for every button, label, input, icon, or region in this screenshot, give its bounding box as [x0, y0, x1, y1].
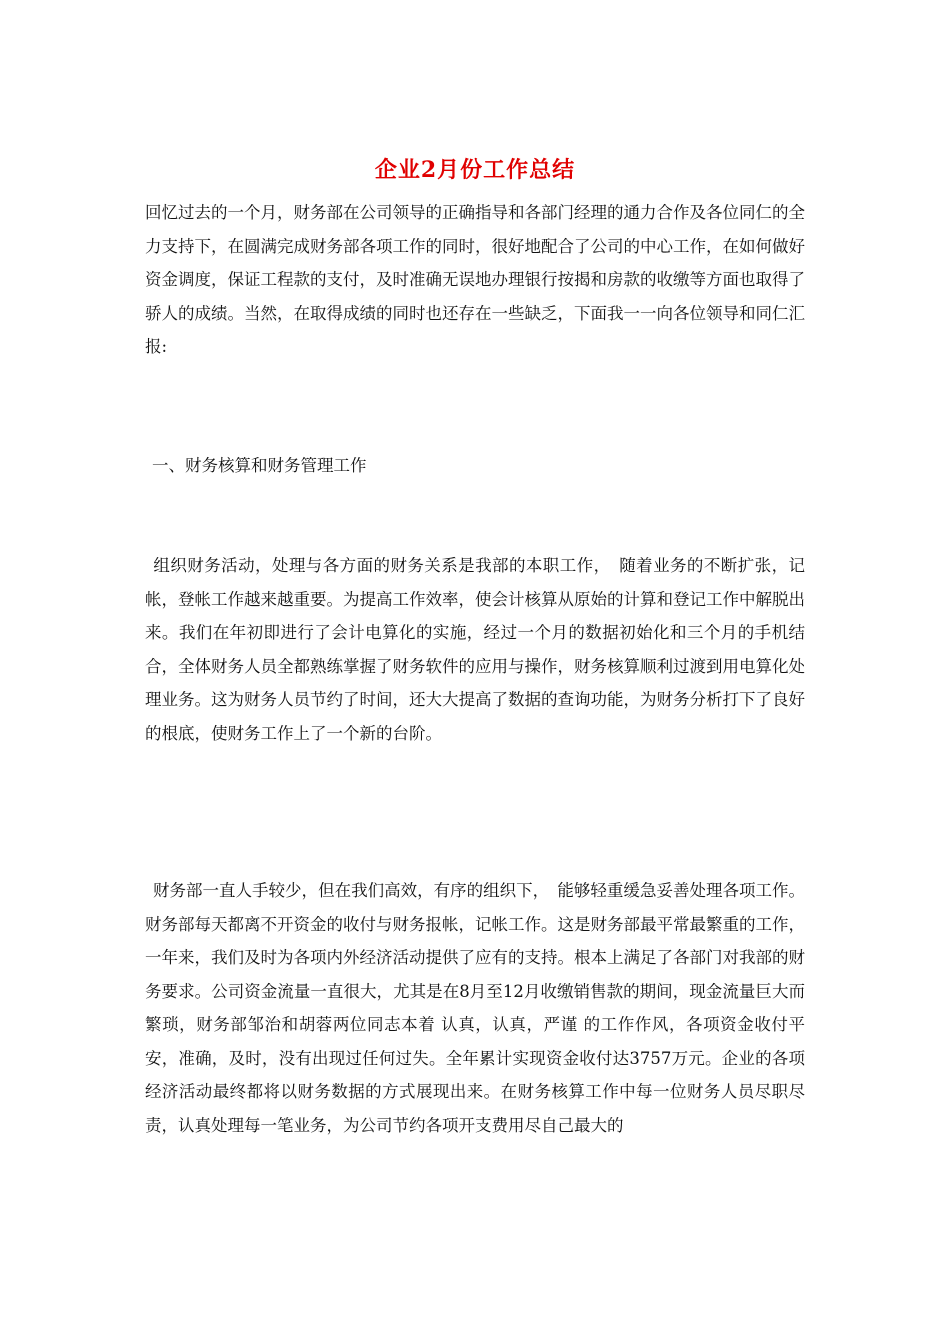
paragraph-intro: 回忆过去的一个月，财务部在公司领导的正确指导和各部门经理的通力合作及各位同仁的全力支持下，在圆满完成财务部各项工作的同时，很好地配合了公司的中心工作，在如何做好资金调度，保证工程款的支付，及时准确无误地办理银行按揭和房款的收缴等方面也取得了骄人的成绩。当然，在取得成绩的同时也还存在一些缺乏，下面我一一向各位领导和同仁汇报: [145, 203, 805, 356]
paragraph-staffing [145, 874, 805, 1142]
section-heading: 一、财务核算和财务管理工作 [152, 456, 367, 475]
paragraph-staffing-text: 财务部一直人手较少，但在我们高效，有序的组织下， 能够轻重缓急妥善处理各项工作。财务部每天都离不开资金的收付与财务报帐，记帐工作。这是财务部最平常最繁重的工作，一年来，我们及时为各项内外经济活动提供了应有的支持。根本上满足了各部门对我部的财务要求。公司资金流量一直很大，尤其是在8月至12月收缴销售款的期间，现金流量巨大而繁琐，财务部邹治和胡蓉两位同志本着 认真，认真，严谨 的工作作风，各项资金收付平安，准确，及时，没有出现过任何过失。全年累计实现资金收付达3757万元。企业的各项经济活动最终都将以财务数据的方式展现出来。在财务核算工作中每一位财务人员尽职尽责，认真处理每一笔业务，为公司节约各项开支费用尽自己最大的 [145, 881, 805, 1135]
document-title: 企业2月份工作总结 [374, 157, 576, 183]
paragraph-accounting [145, 549, 805, 750]
paragraph-accounting-text: 组织财务活动，处理与各方面的财务关系是我部的本职工作， 随着业务的不断扩张，记帐，登帐工作越来越重要。为提高工作效率，使会计核算从原始的计算和登记工作中解脱出来。我们在年初即进行了会计电算化的实施，经过一个月的数据初始化和三个月的手机结合，全体财务人员全都熟练掌握了财务软件的应用与操作，财务核算顺利过渡到用电算化处理业务。这为财务人员节约了时间，还大大提高了数据的查询功能，为财务分析打下了良好的根底，使财务工作上了一个新的台阶。 [145, 556, 805, 743]
